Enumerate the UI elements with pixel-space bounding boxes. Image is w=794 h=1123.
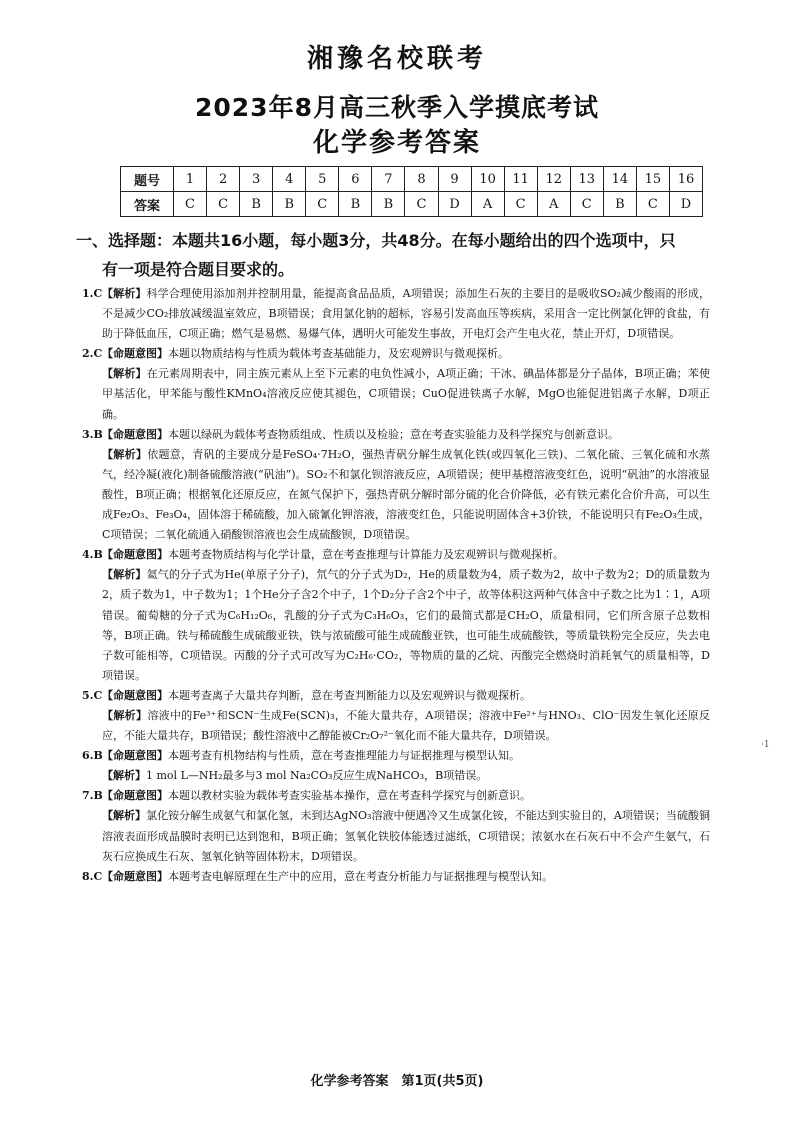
explanation-item: [82, 425, 710, 445]
item-text: 科学合理使用添加剂并控制用量，能提高食品品质，A项错误；添加生石灰的主要目的是吸收SO₂减少酸雨的形成，不是减少CO₂排放减缓温室效应，B项错误；食用氯化钠的超标，容易引发高血压等疾病，采用含一定比例氯化钾的食盐，有助于降低血压，C项正确；燃气是易燃、易爆气体，遇明火可能发生事故，开电灯会产生电火花，禁止开灯，D项错误。: [102, 287, 711, 341]
item-tag: 【命题意图】: [102, 869, 168, 883]
question-number-cell: 1: [174, 167, 207, 192]
question-number-cell: 4: [273, 167, 306, 192]
item-tag: 【命题意图】: [102, 347, 168, 361]
answer-header: 答案: [121, 192, 174, 217]
answer-cell: D: [669, 192, 702, 217]
item-tag: 【命题意图】: [102, 427, 168, 441]
answer-cell: C: [306, 192, 339, 217]
question-number-cell: 5: [306, 167, 339, 192]
answer-cell: C: [207, 192, 240, 217]
item-tag: 【解析】: [102, 287, 147, 300]
answer-cell: C: [405, 192, 438, 217]
explanations: [82, 284, 711, 887]
item-text: 氯化铵分解生成氨气和氯化氢，未到达AgNO₃溶液中便遇冷又生成氯化铵，不能达到实验目的，A项错误；当硫酸铜溶液表面形成晶膜时表明已达到饱和，B项正确；氢氧化铁胶体能透过滤纸，C项错误；浓氨水在石灰石中不会产生氨气，石灰石应换成生石灰、氢氧化钠等固体粉末，D项错误。: [102, 809, 710, 863]
explanation-item: [102, 766, 710, 786]
question-number-cell: 15: [636, 167, 669, 192]
question-number-cell: 2: [207, 167, 240, 192]
answer-cell: A: [537, 192, 570, 217]
question-number-cell: 10: [471, 167, 504, 192]
question-number-cell: 8: [405, 167, 438, 192]
item-number: 3.B: [82, 427, 103, 441]
item-number: 7.B: [82, 789, 103, 803]
item-number: 1.C: [82, 287, 103, 300]
question-number-cell: 16: [669, 167, 702, 192]
answer-cell: D: [438, 192, 471, 217]
exam-consortium-title: 湘豫名校联考: [306, 44, 487, 74]
question-number-header: 题号: [121, 167, 174, 192]
question-number-cell: 7: [372, 167, 405, 192]
item-text: 本题考查物质结构与化学计量，意在考查推理与计算能力及宏观辨识与微观探析。: [168, 548, 564, 562]
item-tag: 【解析】: [102, 708, 148, 722]
item-tag: 【解析】: [102, 769, 146, 783]
question-number-cell: 3: [240, 167, 273, 192]
explanation-item: [82, 786, 710, 806]
answer-cell: C: [504, 192, 537, 217]
question-number-cell: 12: [537, 167, 570, 192]
item-tag: 【命题意图】: [102, 688, 168, 702]
answer-cell: B: [372, 192, 405, 217]
item-number: 8.C: [82, 869, 103, 883]
item-text: 本题以绿矾为载体考查物质组成、性质以及检验；意在考查实验能力及科学探究与创新意识。: [168, 427, 619, 441]
question-number-cell: 9: [438, 167, 471, 192]
item-text: 溶液中的Fe³⁺和SCN⁻生成Fe(SCN)₃，不能大量共存，A项错误；溶液中Fe²⁺与HNO₃、ClO⁻因发生氧化还原反应，不能大量共存，B项错误；酸性溶液中乙醇能被Cr₂O₇²⁻氧化而不能大量共存，D项错误。: [102, 708, 711, 743]
item-number: 2.C: [82, 347, 103, 361]
item-text: 本题以教材实验为载体考查实验基本操作，意在考查科学探究与创新意识。: [168, 789, 531, 803]
item-number: 4.B: [82, 548, 103, 562]
item-tag: 【解析】: [102, 568, 147, 582]
answer-cell: B: [273, 192, 306, 217]
item-number: 5.C: [82, 688, 103, 702]
item-text: 在元素周期表中，同主族元素从上至下元素的电负性减小，A项正确；干冰、碘晶体都是分子晶体，B项正确；苯使甲基活化，甲苯能与酸性KMnO₄溶液反应使其褪色，C项错误；CuO促进铁离子水解，MgO也能促进铝离子水解，D项正确。: [102, 367, 710, 421]
question-number-cell: 14: [603, 167, 636, 192]
explanation-item: [82, 867, 710, 887]
item-tag: 【解析】: [102, 809, 147, 823]
exam-name-title: 2023年8月高三秋季入学摸底考试: [195, 93, 599, 122]
answer-table: [120, 166, 703, 217]
question-number-cell: 6: [339, 167, 372, 192]
answer-cell: B: [339, 192, 372, 217]
explanation-item: [82, 686, 710, 706]
item-tag: 【命题意图】: [102, 789, 168, 803]
item-text: 1 mol L—NH₂最多与3 mol Na₂CO₃反应生成NaHCO₃，B项错误。: [146, 769, 488, 783]
explanation-item: [82, 746, 710, 766]
answer-row: [121, 192, 703, 217]
explanation-item: [102, 565, 710, 686]
answer-cell: B: [603, 192, 636, 217]
explanation-item: [102, 364, 710, 424]
question-number-cell: 11: [504, 167, 537, 192]
item-text: 本题考查电解原理在生产中的应用，意在考查分析能力与证据推理与模型认知。: [168, 869, 553, 883]
item-number: 6.B: [82, 749, 103, 763]
item-tag: 【解析】: [102, 447, 148, 461]
item-text: 本题考查有机物结构与性质，意在考查推理能力与证据推理与模型认知。: [168, 749, 520, 763]
answer-cell: C: [636, 192, 669, 217]
question-number-row: [121, 167, 703, 192]
margin-mark: ·1: [761, 740, 770, 750]
item-tag: 【命题意图】: [102, 749, 168, 763]
explanation-item: [102, 806, 710, 866]
explanation-item: [82, 284, 711, 344]
item-text: 依题意，青矾的主要成分是FeSO₄·7H₂O，强热青矾分解生成氧化铁(或四氧化三铁)、二氧化硫、三氧化硫和水蒸气，经冷凝(液化)制备硫酸溶液(“矾油”)。SO₂不和氯化钡溶液反应，A项错误；使甲基橙溶液变红色，说明“矾油”的水溶液显酸性，B项正确；根据氧化还原反应，在氮气保护下，强热青矾分解时部分硫的化合价降低，必有铁元素化合价升高，可以生成Fe₂O₃、Fe₃O₄，固体溶于稀硫酸，加入硫氰化钾溶液，溶液变红色，只能说明固体含+3价铁，不能说明只有Fe₂O₃生成，C项错误；二氧化硫通入硝酸钡溶液也会生成硫酸钡，D项错误。: [102, 447, 711, 542]
item-tag: 【命题意图】: [102, 548, 168, 562]
explanation-item: [82, 344, 710, 364]
item-tag: 【解析】: [102, 367, 147, 381]
answer-key-title: 化学参考答案: [312, 128, 481, 158]
explanation-item: [82, 545, 710, 565]
section-heading: [76, 226, 722, 284]
section-heading-line2: 有一项是符合题目要求的。: [102, 260, 295, 279]
section-heading-line1: 一、选择题：本题共16小题，每小题3分，共48分。在每小题给出的四个选项中，只: [76, 231, 676, 250]
answer-cell: B: [240, 192, 273, 217]
explanation-item: [102, 445, 710, 545]
item-text: 氦气的分子式为He(单原子分子)，氘气的分子式为D₂，He的质量数为4，质子数为2，故中子数为2；D的质量数为2，质子数为1，中子数为1；1个He分子含2个中子，1个D₂分子含2个中子，故等体积这两种气体含中子数之比为1∶1，A项错误。葡萄糖的分子式为C₆H₁₂O₆，乳酸的分子式为C₃H₆O₃，它们的最简式都是CH₂O，质量相同，它们所含原子总数相等，B项正确。铁与稀硫酸生成硫酸亚铁，铁与浓硫酸可能生成硫酸亚铁，也可能生成硫酸铁，等质量铁粉完全反应，失去电子数可能相等，C项错误。丙酸的分子式可改写为C₂H₆·CO₂，等物质的量的乙烷、丙酸完全燃烧时消耗氧气的质量相等，D项错误。: [102, 568, 710, 682]
answer-cell: C: [570, 192, 603, 217]
explanation-item: [102, 706, 710, 746]
item-text: 本题考查离子大量共存判断，意在考查判断能力以及宏观辨识与微观探析。: [168, 688, 531, 702]
item-text: 本题以物质结构与性质为载体考查基础能力，及宏观辨识与微观探析。: [168, 347, 509, 361]
question-number-cell: 13: [570, 167, 603, 192]
page-footer: 化学参考答案 第1页(共5页): [310, 1074, 484, 1089]
answer-cell: C: [174, 192, 207, 217]
answer-cell: A: [471, 192, 504, 217]
